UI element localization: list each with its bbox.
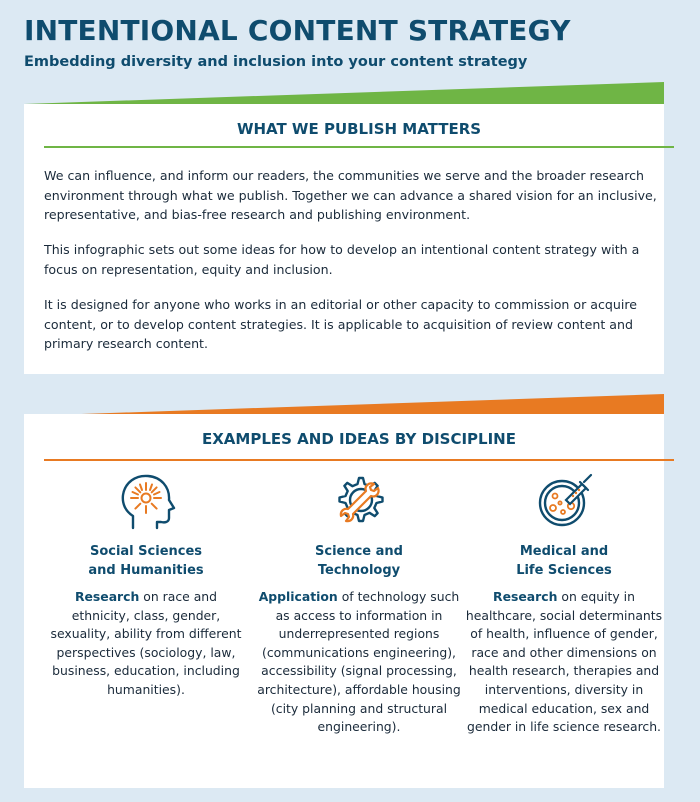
audience-paragraph: It is designed for anyone who works in an editorial or other capacity to commission or acquire content, or to develop content strategies. It is applicable to acquisition of review content and primary research content. — [44, 297, 638, 351]
discipline-description: Research on equity in healthcare, social determinants of health, influence of gender, race and other dimensions on health research, therapies and interventions, diversity in medical education, sex and gender in life science research. — [465, 589, 663, 735]
intro-paragraph: We can influence, and inform our readers, the communities we serve and the broader research environment through what we publish. Together we can advance a shared vision for an inclusive, representative, and bias-free research and publishing environment. — [44, 168, 657, 222]
orange-accent-wedge — [0, 394, 700, 416]
discipline-title: Science and Technology — [315, 544, 403, 578]
discipline-science-technology — [254, 470, 464, 737]
what-we-publish-card — [24, 104, 664, 374]
page-title: INTENTIONAL CONTENT STRATEGY — [24, 14, 571, 47]
gear-wrench-icon — [328, 470, 390, 532]
discipline-social-sciences — [46, 470, 246, 700]
heading-divider — [44, 146, 674, 148]
page-subtitle: Embedding diversity and inclusion into your content strategy — [24, 54, 528, 70]
disciplines-card — [24, 414, 664, 788]
discipline-title: Medical and Life Sciences — [516, 544, 612, 578]
green-accent-wedge — [0, 82, 700, 104]
discipline-title: Social Sciences and Humanities — [88, 544, 204, 578]
discipline-description: Research on race and ethnicity, class, gender, sexuality, ability from different perspectives (sociology, law, business, education, including humanities). — [50, 589, 242, 697]
purpose-paragraph: This infographic sets out some ideas for how to develop an intentional content strategy with a focus on representation, equity and inclusion. — [44, 242, 640, 277]
section-heading: WHAT WE PUBLISH MATTERS — [236, 120, 482, 138]
discipline-medical-life-sciences — [464, 470, 664, 737]
discipline-description: Application of technology such as access to information in underrepresented regions (communications engineering), accessibility (signal processing, architecture), affordable housing (city planning and structural engineering). — [257, 589, 461, 735]
head-brain-icon — [115, 470, 177, 532]
petri-dish-dropper-icon — [533, 470, 595, 532]
heading-divider — [44, 459, 674, 461]
section-heading: EXAMPLES AND IDEAS BY DISCIPLINE — [202, 430, 516, 448]
